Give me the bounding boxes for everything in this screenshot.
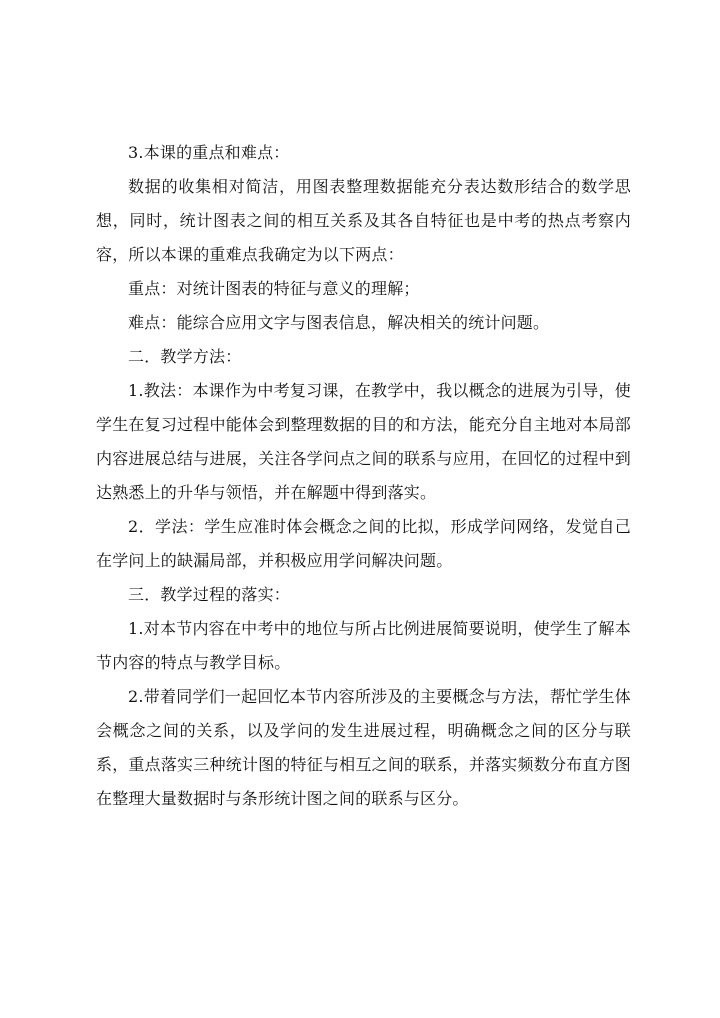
paragraph-process-step-2: 2.带着同学们一起回忆本节内容所涉及的主要概念与方法，帮忙学生体会概念之间的关系，以及学问的发生进展过程，明确概念之间的区分与联系，重点落实三种统计图的特征与相互之间的联系，并落实频数分布直方图在整理大量数据时与条形统计图之间的联系与区分。 [96,687,631,808]
paragraph-learning-method: 2．学法：学生应准时体会概念之间的比拟，形成学问网络，发觉自己在学问上的缺漏局部，并积极应用学问解决问题。 [96,517,631,570]
paragraph-difficult-point: 难点：能综合应用文字与图表信息，解决相关的统计问题。 [128,313,550,332]
paragraph-key-points-intro: 数据的收集相对简洁，用图表整理数据能充分表达数形结合的数学思想，同时，统计图表之间的相互关系及其各自特征也是中考的热点考察内容，所以本课的重难点我确定为以下两点： [96,177,631,264]
paragraph-key-point: 重点：对统计图表的特征与意义的理解； [128,279,420,298]
section-heading-teaching-methods: 二．教学方法： [128,347,242,366]
document-body [96,136,631,816]
section-heading-key-points: 3.本课的重点和难点： [128,143,290,162]
paragraph-process-step-1: 1.对本节内容在中考中的地位与所占比例进展简要说明，使学生了解本节内容的特点与教学目标。 [96,619,631,672]
paragraph-teaching-method: 1.教法：本课作为中考复习课，在教学中，我以概念的进展为引导，使学生在复习过程中能体会到整理数据的目的和方法，能充分自主地对本局部内容进展总结与进展，关注各学问点之间的联系与应用，在回忆的过程中到达熟悉上的升华与领悟，并在解题中得到落实。 [96,381,631,502]
section-heading-teaching-process: 三．教学过程的落实： [128,585,291,604]
